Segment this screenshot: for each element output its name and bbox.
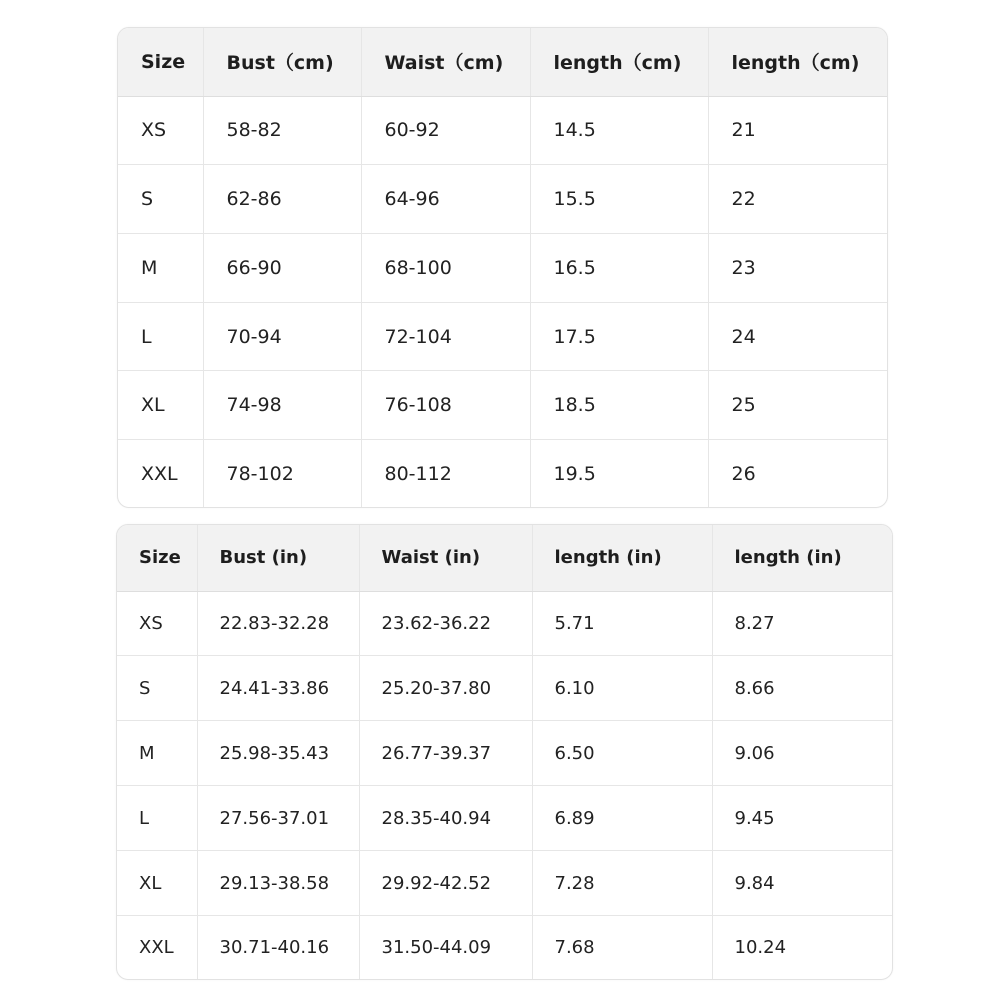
table-cell-length: 23	[708, 233, 887, 302]
table-cell-length: 8.66	[712, 656, 892, 721]
table-row	[118, 165, 887, 234]
table-cell-length: 15.5	[530, 165, 708, 234]
table-cell-size: XL	[117, 851, 197, 916]
table-cell-length: 6.50	[532, 721, 712, 786]
table-cell-bust: 27.56-37.01	[197, 786, 359, 851]
table-cell-waist: 72-104	[361, 302, 530, 371]
table-cell-size: XXL	[117, 916, 197, 979]
table-cell-length: 9.06	[712, 721, 892, 786]
table-cell-length: 16.5	[530, 233, 708, 302]
table-cell-bust: 30.71-40.16	[197, 916, 359, 979]
table-row	[118, 96, 887, 165]
table-cell-length: 19.5	[530, 440, 708, 507]
table-row	[118, 440, 887, 507]
table-row	[117, 786, 892, 851]
table-cell-size: XS	[118, 96, 203, 165]
table-cell-bust: 74-98	[203, 371, 361, 440]
table-row	[117, 591, 892, 656]
table-cell-size: XL	[118, 371, 203, 440]
table-cell-bust: 24.41-33.86	[197, 656, 359, 721]
table-cell-length: 7.28	[532, 851, 712, 916]
table-cell-length: 8.27	[712, 591, 892, 656]
table-cell-length: 5.71	[532, 591, 712, 656]
column-header-bust: Bust（cm)	[203, 28, 361, 96]
table-cell-waist: 60-92	[361, 96, 530, 165]
size-chart-cm-table	[117, 27, 888, 508]
size-chart-inch-table	[116, 524, 893, 980]
table-cell-waist: 76-108	[361, 371, 530, 440]
table-cell-waist: 23.62-36.22	[359, 591, 532, 656]
table-cell-length: 9.45	[712, 786, 892, 851]
table-cell-waist: 68-100	[361, 233, 530, 302]
table-cell-waist: 29.92-42.52	[359, 851, 532, 916]
table-cell-size: XS	[117, 591, 197, 656]
column-header-size: Size	[118, 28, 203, 96]
table-header-row	[118, 28, 887, 96]
table-row	[117, 916, 892, 979]
table-row	[117, 721, 892, 786]
column-header-length: length (in)	[712, 525, 892, 591]
table-cell-length: 22	[708, 165, 887, 234]
table-cell-bust: 70-94	[203, 302, 361, 371]
table-cell-length: 7.68	[532, 916, 712, 979]
table-cell-size: L	[118, 302, 203, 371]
table-row	[118, 371, 887, 440]
table-cell-length: 10.24	[734, 937, 787, 959]
table-cell-size: S	[118, 165, 203, 234]
table-cell-length: 21	[708, 96, 887, 165]
table-cell-bust: 25.98-35.43	[197, 721, 359, 786]
table-cell-size: L	[117, 786, 197, 851]
table-header-row	[117, 525, 892, 591]
column-header-waist: Waist (in)	[359, 525, 532, 591]
table-cell-length: 26	[731, 462, 756, 485]
table-cell-bust: 66-90	[203, 233, 361, 302]
column-header-length: length（cm)	[708, 28, 887, 96]
column-header-length: length (in)	[532, 525, 712, 591]
table-row	[118, 233, 887, 302]
table-cell-bust: 22.83-32.28	[197, 591, 359, 656]
table-cell-length: 6.10	[532, 656, 712, 721]
table-cell-length: 25	[708, 371, 887, 440]
table-cell-size: M	[118, 233, 203, 302]
column-header-bust: Bust (in)	[197, 525, 359, 591]
table-row	[117, 851, 892, 916]
column-header-waist: Waist（cm)	[361, 28, 530, 96]
table-cell-waist: 80-112	[361, 440, 530, 507]
table-cell-length: 17.5	[530, 302, 708, 371]
column-header-size: Size	[117, 525, 197, 591]
table-cell-waist: 26.77-39.37	[359, 721, 532, 786]
column-header-length: length（cm)	[530, 28, 708, 96]
table-cell-bust: 29.13-38.58	[197, 851, 359, 916]
table-cell-waist: 31.50-44.09	[359, 916, 532, 979]
table-row	[118, 302, 887, 371]
table-cell-bust: 62-86	[203, 165, 361, 234]
table-cell-waist: 28.35-40.94	[359, 786, 532, 851]
table-cell-bust: 78-102	[203, 440, 361, 507]
table-cell-waist: 64-96	[361, 165, 530, 234]
table-cell-length: 24	[708, 302, 887, 371]
table-cell-length: 9.84	[712, 851, 892, 916]
table-cell-length: 14.5	[530, 96, 708, 165]
table-cell-length: 6.89	[532, 786, 712, 851]
table-cell-waist: 25.20-37.80	[359, 656, 532, 721]
table-cell-size: M	[117, 721, 197, 786]
table-cell-length: 18.5	[530, 371, 708, 440]
table-row	[117, 656, 892, 721]
table-cell-size: S	[117, 656, 197, 721]
table-cell-bust: 58-82	[203, 96, 361, 165]
table-cell-size: XXL	[118, 440, 203, 507]
